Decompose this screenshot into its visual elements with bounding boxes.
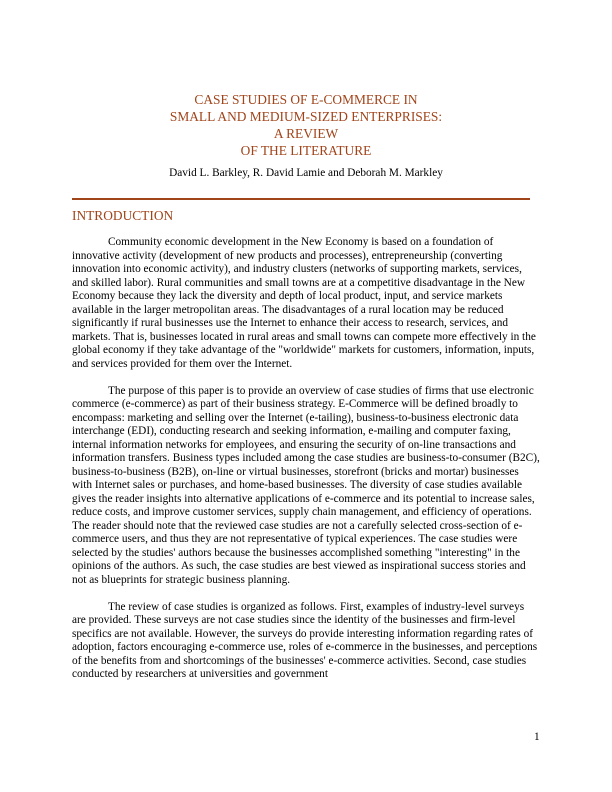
title-line-4: OF THE LITERATURE: [240, 143, 372, 158]
title-divider: [72, 198, 530, 200]
paragraph-3: The review of case studies is organized as follows. First, examples of industry-level surveys are provided. These surveys are not case studies since the identity of the businesses and firm-level specifics are not available. However, the surveys do provide interesting information regarding rates of adoption, factors encouraging e-commerce use, roles of e-commerce in the businesses, and perceptions of the benefits from and shortcomings of the businesses' e-commerce activities. Second, case studies conducted by researchers at universities and government: [72, 600, 538, 680]
title-line-3: A REVIEW: [273, 126, 339, 141]
paragraph-1: Community economic development in the New Economy is based on a foundation of innovative activity (development of new products and processes), entrepreneurship (converting innovation into economic activity), and industry clusters (networks of supporting markets, services, and skilled labor). Rural communities and small towns are at a competitive disadvantage in the New Economy because they lack the diversity and depth of local product, input, and service markets available in the larger metropolitan areas. The disadvantages of a rural location may be reduced significantly if rural businesses use the Internet to enhance their access to research, services, and markets. That is, businesses located in rural areas and small towns can compete more effectively in the global economy if they take advantage of the "worldwide" markets for customers, information, inputs, and services provided for them over the Internet.: [72, 236, 536, 370]
author-list: David L. Barkley, R. David Lamie and Deborah M. Markley: [169, 167, 443, 179]
section-heading-introduction: INTRODUCTION: [72, 208, 174, 223]
body-text: [72, 236, 540, 695]
document-title: [72, 91, 540, 159]
page-number: 1: [534, 731, 540, 743]
title-line-2: SMALL AND MEDIUM-SIZED ENTERPRISES:: [169, 109, 443, 124]
title-line-1: CASE STUDIES OF E-COMMERCE IN: [194, 92, 418, 107]
paragraph-2: The purpose of this paper is to provide an overview of case studies of firms that use electronic commerce (e-commerce) as part of their business strategy. E-Commerce will be defined broadly to encompass: marketing and selling over the Internet (e-tailing), business-to-business electronic data interchange (EDI), conducting research and seeking information, e-mailing and computer faxing, internal information networks for employees, and ensuring the security of on-line transactions and information transfers. Business types included among the case studies are business-to-consumer (B2C), business-to-business (B2B), on-line or virtual businesses, storefront (bricks and mortar) businesses with Internet sales or purchases, and home-based businesses. The diversity of case studies available gives the reader insights into alternative applications of e-commerce and its potential to increase sales, reduce costs, and improve customer services, supply chain management, and efficiency of operations. The reader should note that the reviewed case studies are not a carefully selected cross-section of e-commerce users, and thus they are not representative of typical experiences. The case studies were selected by the studies' authors because the businesses accomplished something "interesting" in the opinions of the authors. As such, the case studies are best viewed as inspirational success stories and not as blueprints for strategic business planning.: [72, 384, 540, 586]
